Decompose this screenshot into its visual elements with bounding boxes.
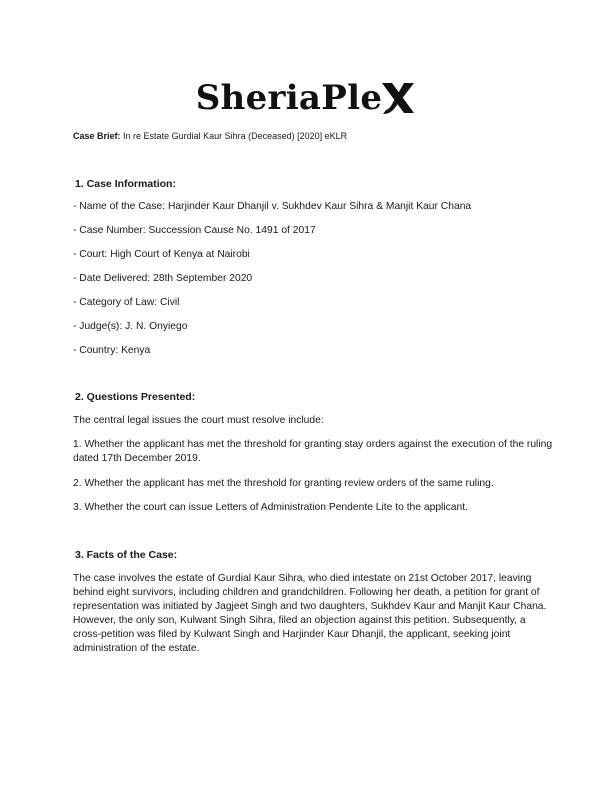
logo-text: SheriaPle	[195, 78, 383, 118]
questions-section	[73, 390, 553, 404]
question-item-1: 1. Whether the applicant has met the threshold for granting stay orders against the execution of the ruling dated 17th December 2019.	[73, 439, 553, 464]
facts-paragraph: The case involves the estate of Gurdial Kaur Sihra, who died intestate on 21st October 2017, leaving behind eight survivors, including children and grandchildren. Following her death, a petition for grant of representation was initiated by Jagjeet Singh and two daughters, Sukhdev Kaur and Manjit Kaur Chana. However, the only son, Kulwant Singh Sihra, filed an objection against this petition. Subsequently, a cross-petition was filed by Kulwant Singh and Harjinder Kaur Dhanjil, the applicant, seeking joint administration of the estate.	[73, 573, 547, 654]
info-court: - Court: High Court of Kenya at Nairobi	[73, 249, 250, 260]
logo-x-mark-icon	[380, 79, 416, 117]
info-category: - Category of Law: Civil	[73, 297, 180, 308]
question-item-3: 3. Whether the court can issue Letters of Administration Pendente Lite to the applicant.	[73, 502, 468, 513]
section-heading-facts: 3. Facts of the Case:	[75, 549, 178, 561]
case-brief-line	[73, 131, 347, 141]
info-country: - Country: Kenya	[73, 345, 151, 356]
section-heading-questions: 2. Questions Presented:	[75, 391, 196, 403]
sheriaplex-logo	[0, 76, 612, 120]
question-item-2: 2. Whether the applicant has met the threshold for granting review orders of the same ruling.	[73, 478, 494, 489]
case-brief-title: In re Estate Gurdial Kaur Sihra (Deceased) [2020] eKLR	[123, 131, 348, 141]
info-judges: - Judge(s): J. N. Onyiego	[73, 321, 188, 332]
info-date-delivered: - Date Delivered: 28th September 2020	[73, 273, 253, 284]
info-case-name: - Name of the Case: Harjinder Kaur Dhanjil v. Sukhdev Kaur Sihra & Manjit Kaur Chana	[73, 201, 472, 212]
case-information-section	[73, 177, 553, 191]
questions-intro: The central legal issues the court must resolve include:	[73, 415, 324, 426]
section-heading-case-information: 1. Case Information:	[75, 178, 176, 190]
facts-section	[73, 548, 553, 562]
case-brief-label: Case Brief:	[73, 131, 121, 141]
info-case-number: - Case Number: Succession Cause No. 1491 of 2017	[73, 225, 316, 236]
